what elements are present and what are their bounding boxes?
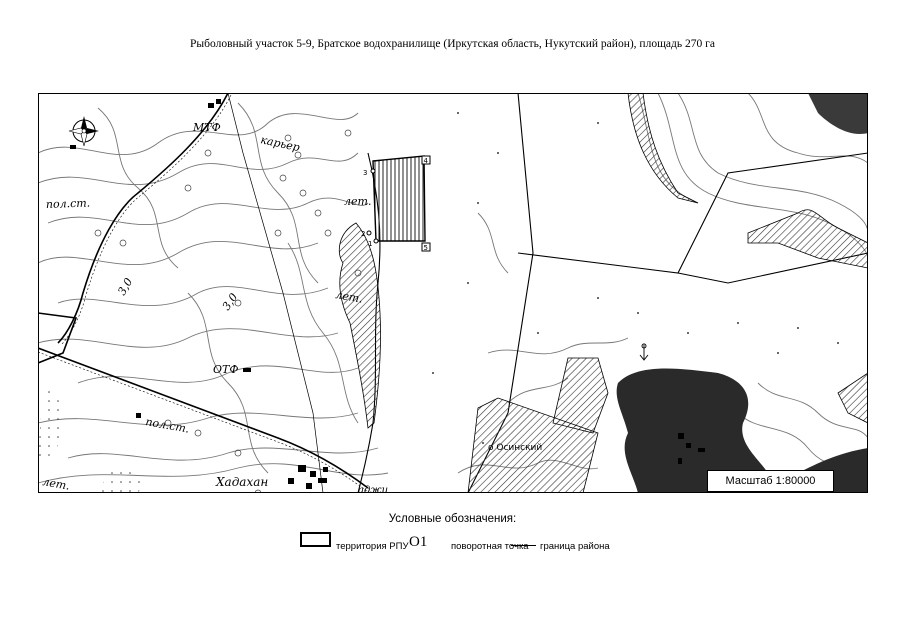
turning-point-1 [368, 239, 378, 248]
hatched-shore [339, 223, 380, 428]
svg-text:1: 1 [368, 240, 373, 248]
label-let-3: лет. [41, 475, 71, 493]
legend-rpu-swatch [300, 532, 331, 547]
legend-point-label: поворотная точка [451, 541, 529, 552]
label-karer: карьер [259, 133, 301, 155]
legend-border-line [511, 545, 536, 546]
scale-label: Масштаб 1:80000 [707, 470, 834, 492]
legend-border-label: граница района [540, 541, 610, 552]
arrow-marker-icon [640, 344, 648, 360]
legend-rpu-label: территория РПУ [336, 541, 409, 552]
map-canvas [38, 93, 868, 493]
map-labels [41, 121, 542, 493]
label-let-1: лет. [344, 195, 372, 208]
label-pol-st-1: пол.ст. [45, 196, 91, 211]
page-title: Рыболовный участок 5-9, Братское водохранилище (Иркутская область, Нукутский район), площадь 270 га [190, 38, 715, 50]
svg-text:2: 2 [361, 230, 366, 238]
turning-point-5 [422, 243, 430, 252]
svg-text:5: 5 [423, 244, 428, 252]
label-khadakhan: Хадахан [216, 475, 269, 489]
district-boundary [38, 313, 76, 363]
label-let-2: лет. [334, 288, 364, 306]
svg-text:3: 3 [363, 169, 368, 177]
compass-rose-icon [69, 116, 99, 146]
map-frame[interactable] [38, 93, 868, 493]
svg-text:4: 4 [423, 157, 428, 165]
legend-point-symbol: O1 [409, 534, 428, 550]
turning-point-2 [361, 230, 371, 238]
label-mtf: МТФ [193, 121, 221, 134]
label-adzhi: аджи [358, 485, 389, 493]
shoreline [358, 93, 868, 493]
contour-lines [38, 103, 508, 483]
legend-title: Условные обозначения: [388, 513, 517, 525]
rpu-plot[interactable] [373, 156, 425, 241]
label-contour-30a: 3,0 [115, 275, 136, 298]
turning-point-4 [422, 156, 430, 165]
label-contour-30b: 3,0 [219, 290, 241, 313]
label-otf: ОТФ [213, 363, 239, 376]
label-island: о Осинский [488, 443, 543, 453]
label-pol-st-2: пол.ст. [144, 415, 191, 436]
